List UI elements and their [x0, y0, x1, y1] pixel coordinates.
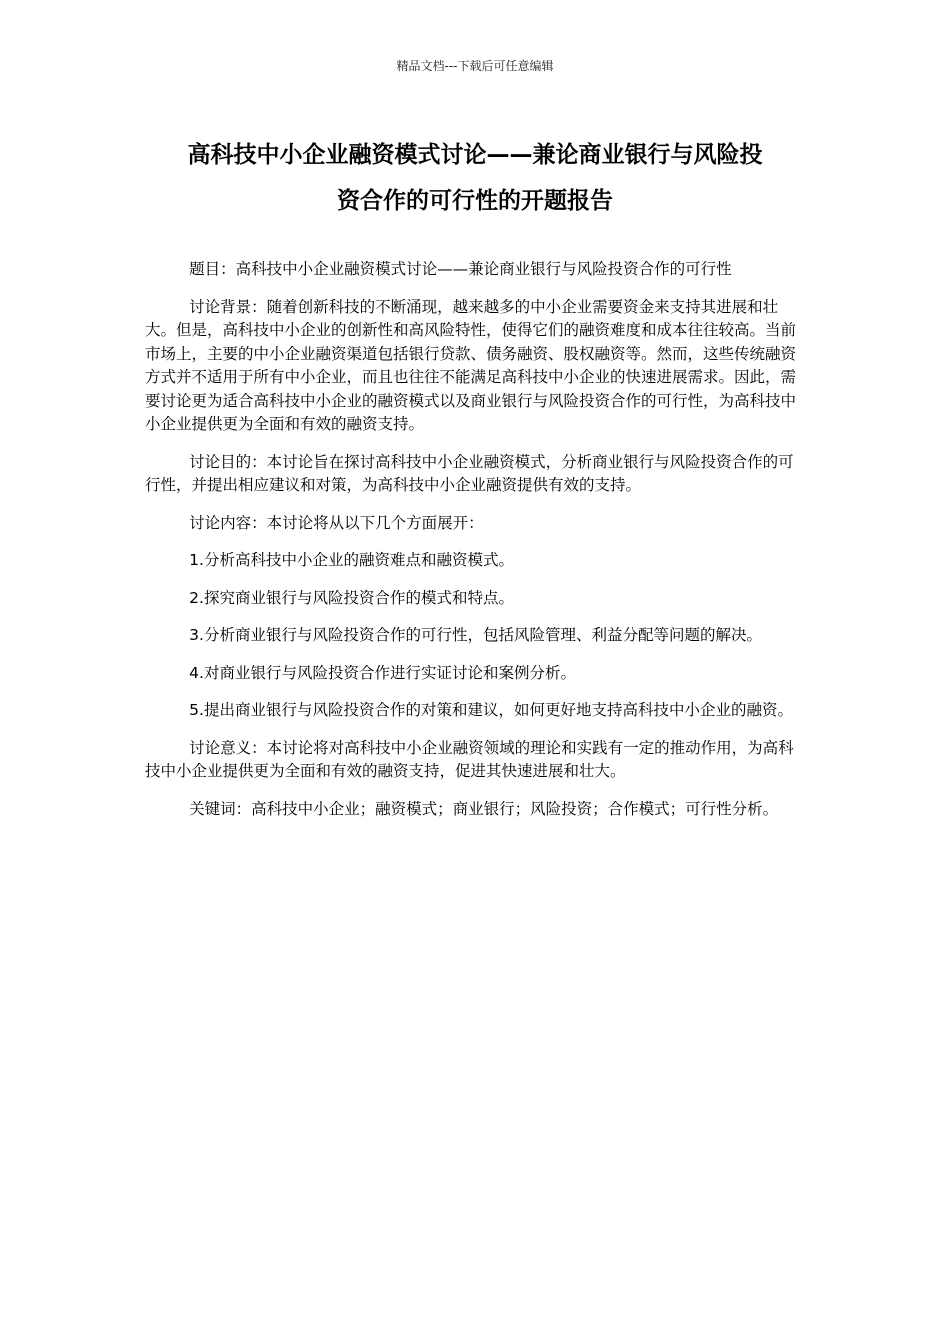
title-line-2: 资合作的可行性的开题报告	[337, 188, 613, 214]
paragraph-content-intro: 讨论内容：本讨论将从以下几个方面展开：	[189, 513, 484, 532]
title-line-1: 高科技中小企业融资模式讨论——兼论商业银行与风险投	[187, 142, 763, 168]
paragraph-topic: 题目：高科技中小企业融资模式讨论——兼论商业银行与风险投资合作的可行性	[189, 260, 732, 278]
list-item: 2.探究商业银行与风险投资合作的模式和特点。	[189, 588, 514, 607]
header-note: 精品文档---下载后可任意编辑	[396, 59, 554, 73]
list-item: 3.分析商业银行与风险投资合作的可行性，包括风险管理、利益分配等问题的解决。	[189, 626, 762, 644]
document-body	[145, 258, 809, 835]
paragraph-significance: 讨论意义：本讨论将对高科技中小企业融资领域的理论和实践有一定的推动作用，为高科技中小企业提供更为全面和有效的融资支持，促进其快速进展和壮大。	[145, 738, 794, 780]
paragraph-purpose: 讨论目的：本讨论旨在探讨高科技中小企业融资模式，分析商业银行与风险投资合作的可行性，并提出相应建议和对策，为高科技中小企业融资提供有效的支持。	[145, 452, 794, 494]
paragraph-keywords: 关键词：高科技中小企业；融资模式；商业银行；风险投资；合作模式；可行性分析。	[189, 799, 779, 818]
list-item: 1.分析高科技中小企业的融资难点和融资模式。	[189, 551, 514, 569]
paragraph-background: 讨论背景：随着创新科技的不断涌现，越来越多的中小企业需要资金来支持其进展和壮大。但是，高科技中小企业的创新性和高风险特性，使得它们的融资难度和成本往往较高。当前市场上，主要的中小企业融资渠道包括银行贷款、债务融资、股权融资等。然而，这些传统融资方式并不适用于所有中小企业，而且也往往不能满足高科技中小企业的快速进展需求。因此，需要讨论更为适合高科技中小企业的融资模式以及商业银行与风险投资合作的可行性，为高科技中小企业提供更为全面和有效的融资支持。	[145, 297, 797, 433]
document-title	[145, 132, 805, 224]
list-item: 4.对商业银行与风险投资合作进行实证讨论和案例分析。	[189, 663, 576, 682]
list-item: 5.提出商业银行与风险投资合作的对策和建议，如何更好地支持高科技中小企业的融资。	[189, 701, 793, 719]
